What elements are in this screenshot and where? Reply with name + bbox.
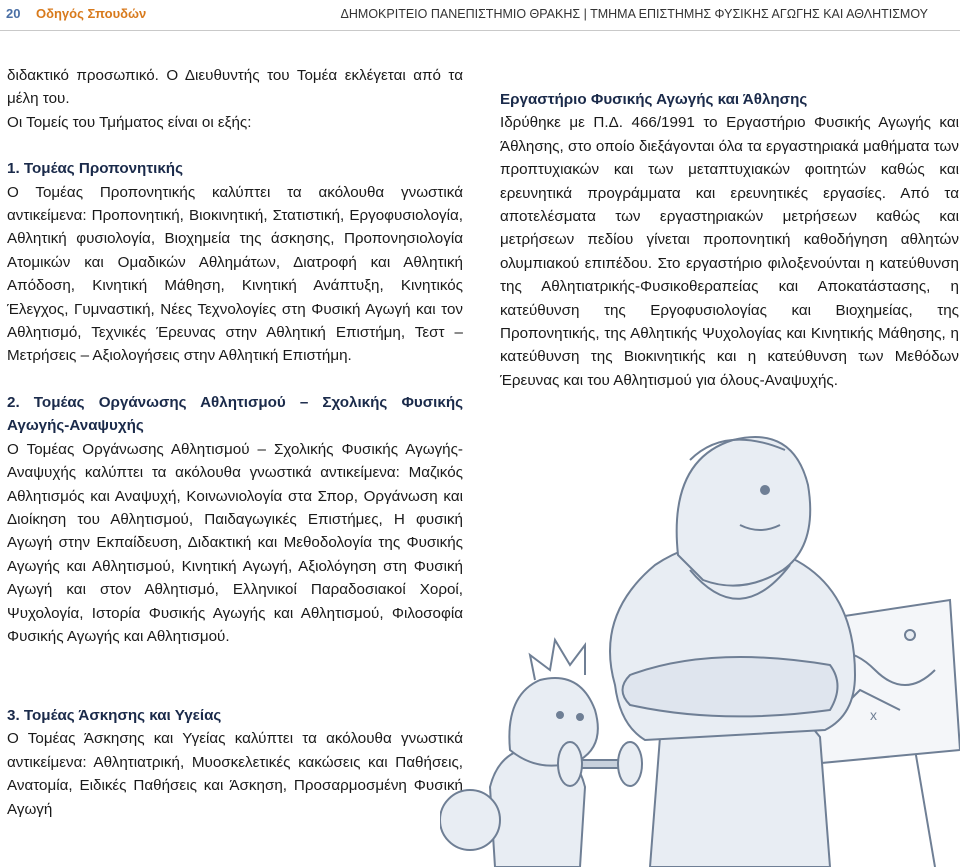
coach-figure	[610, 437, 855, 867]
left-column	[7, 64, 463, 648]
lab-body: Ιδρύθηκε με Π.Δ. 466/1991 το Εργαστήριο Φυσικής Αγωγής και Άθλησης, στο οποίο διεξάγονται όλα τα εργαστηριακά μαθήματα των προπτυχιακών και των μεταπτυχιακών φοιτητών καθώς και ερευνητικά προγράμματα και ερευνητικές εργασίες. Από τα αποτελέσματα των εργαστηριακών μετρήσεων καθώς και μετρήσεων πεδίου γίνεται προπονητική καθοδήγηση αθλητών ολυμπιακού επιπέδου. Στο εργαστήριο φιλοξενούνται η κατεύθυνση της Αθλητιατρικής-Φυσικοθεραπείας και Αποκατάστασης, η κατεύθυνση της Εργοφυσιολογίας και Βιοχημείας, της Προπονητικής, της Αθλητικής Ψυχολογίας και Κινητικής Μάθησης, η κατεύθυνση της Βιοκινητικής και η κατεύθυνση των Μεθόδων Έρευνας και του Αθλητισμού για όλους-Αναψυχής.	[500, 114, 959, 389]
sectors-intro: Οι Τομείς του Τμήματος είναι οι εξής:	[7, 113, 252, 131]
right-column	[500, 88, 959, 392]
intro-paragraph: διδακτικό προσωπικό. Ο Διευθυντής του Τομέα εκλέγεται από τα μέλη του.	[7, 67, 463, 108]
lab-heading: Εργαστήριο Φυσικής Αγωγής και Άθλησης	[500, 91, 808, 108]
section-1-body: Ο Τομέας Προπονητικής καλύπτει τα ακόλουθα γνωστικά αντικείμενα: Προπονητική, Βιοκινητική, Στατιστική, Εργοφυσιολογία, Αθλητική φυσιολογία, Βιοχημεία της άσκησης, Προπονησιολογία Ατομικών και Ομαδικών Αθλημάτων, Διατροφή και Αθλητική Απόδοση, Κινητική Μάθηση, Κινητική Ανάπτυξη, Κινητικός Έλεγχος, Γυμναστική, Νέες Τεχνολογίες στη Φυσική Αγωγή και τον Αθλητισμό, Τεχνικές Έρευνας στην Αθλητική Επιστήμη, Τεστ – Μετρήσεις – Αξιολογήσεις στην Αθλητική Επιστήμη.	[7, 183, 463, 365]
child-figure	[490, 640, 598, 867]
section-2-heading: 2. Τομέας Οργάνωσης Αθλητισμού – Σχολικής Φυσικής Αγωγής-Αναψυχής	[7, 393, 463, 435]
institution-name: ΔΗΜΟΚΡΙΤΕΙΟ ΠΑΝΕΠΙΣΤΗΜΙΟ ΘΡΑΚΗΣ | ΤΜΗΜΑ ΕΠΙΣΤΗΜΗΣ ΦΥΣΙΚΗΣ ΑΓΩΓΗΣ ΚΑΙ ΑΘΛΗΤΙΣΜΟΥ	[340, 7, 928, 21]
section-1-heading: 1. Τομέας Προπονητικής	[7, 160, 183, 178]
page-header	[0, 0, 960, 31]
bottom-section	[7, 704, 463, 821]
section-2-body: Ο Τομέας Οργάνωσης Αθλητισμού – Σχολικής Φυσικής Αγωγής-Αναψυχής καλύπτει τα ακόλουθα γνωστικά αντικείμενα: Μαζικός Αθλητισμός και Αναψυχή, Κοινωνιολογία στα Σπορ, Οργάνωση και Διοίκηση του Αθλητισμού, Παιδαγωγικές Επιστήμες, Η φυσική Αγωγή στην Εκπαίδευση, Διδακτική και Μεθοδολογία της Φυσικής Αγωγής και Αθλητισμού, Κινητική Αγωγή, Αξιολόγηση στη Φυσική Αγωγή και στον Αθλητισμό, Ελληνικοί Παραδοσιακοί Χοροί, Ψυχολογία, Ιστορία Φυσικής Αγωγής και Αθλητισμού, Φιλοσοφία Φυσικής Αγωγής και Αθλητισμού.	[7, 440, 463, 645]
guide-title: Οδηγός Σπουδών	[36, 6, 147, 21]
svg-text:x: x	[870, 707, 877, 723]
page-number: 20	[6, 6, 21, 21]
dumbbell-icon	[558, 742, 642, 786]
section-3-heading: 3. Τομέας Άσκησης και Υγείας	[7, 707, 222, 724]
coach-and-child-illustration	[440, 420, 960, 867]
section-3-body: Ο Τομέας Άσκησης και Υγείας καλύπτει τα ακόλουθα γνωστικά αντικείμενα: Αθλητιατρική, Μυοσκελετικές κακώσεις και Παθήσεις, Ανατομία, Ειδικές Παθήσεις και Άσκηση, Προσαρμοσμένη Φυσική Αγωγή	[7, 730, 463, 818]
ball-icon	[440, 790, 500, 850]
